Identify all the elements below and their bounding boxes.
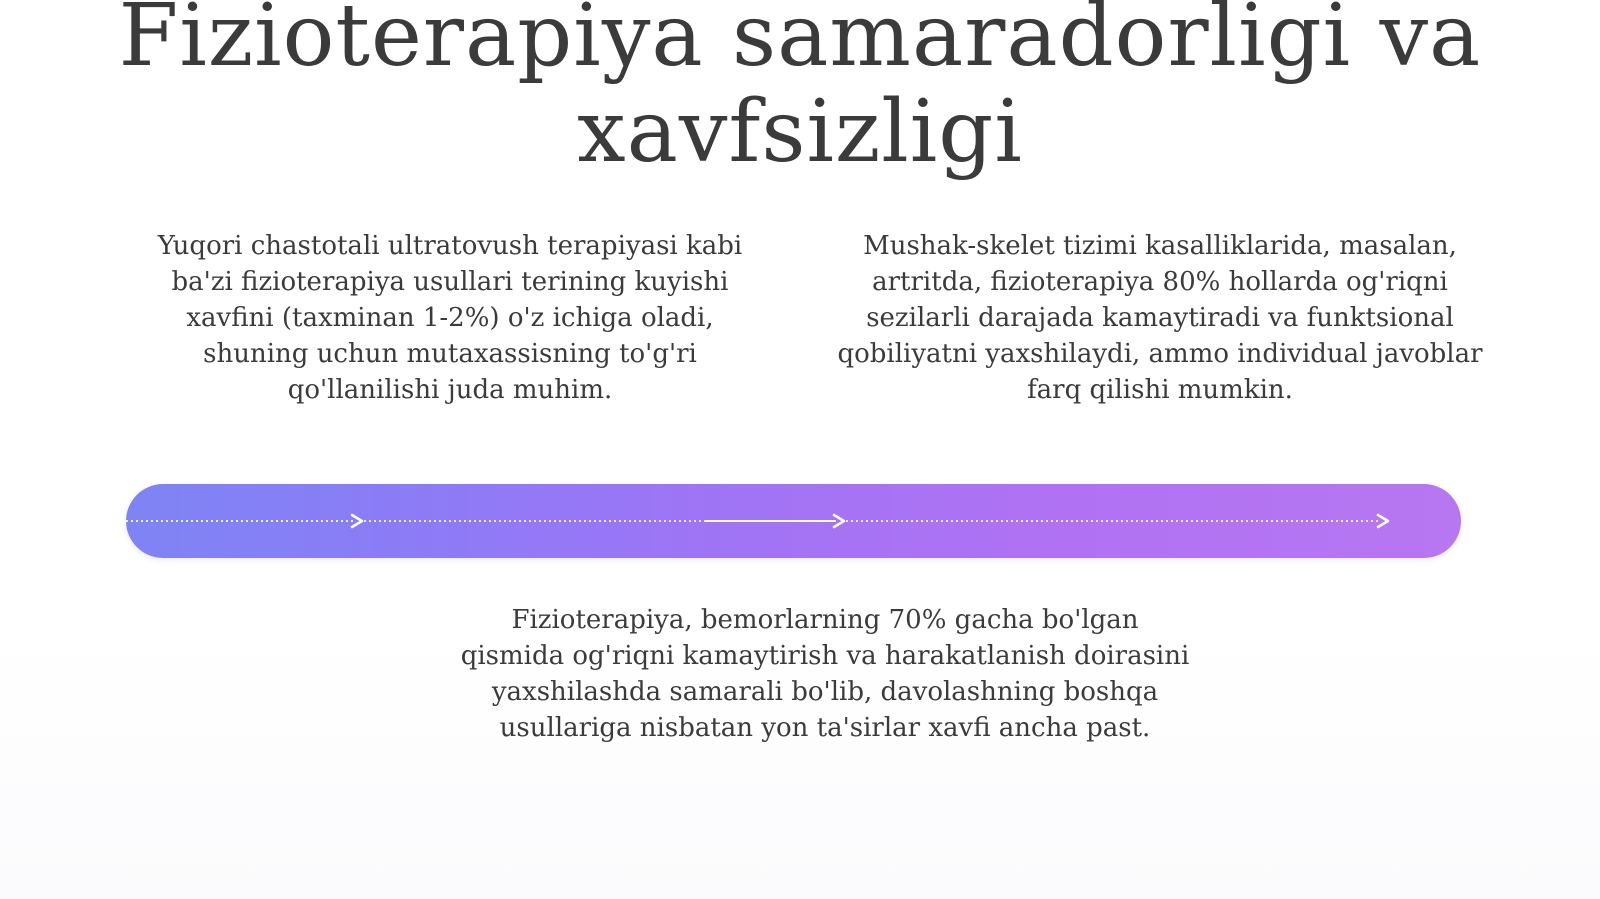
slide-title: Fizioterapiya samaradorligi va xavfsizligi (118, 0, 1482, 182)
timeline-bar (126, 484, 1461, 558)
timeline-arrows (126, 484, 1461, 558)
arrow-right-icon (1378, 515, 1388, 527)
paragraph-left: Yuqori chastotali ultratovush terapiyasi kabi ba'zi fizioterapiya usullari terining kuyishi xavfini (taxminan 1-2%) o'z ichiga oladi, shuning uchun mutaxassisning to'g'ri qo'llanilishi juda muhim. (157, 231, 743, 405)
paragraph-right: Mushak-skelet tizimi kasalliklarida, masalan, artritda, fizioterapiya 80% hollarda og'riqni sezilarli darajada kamaytiradi va funktsional qobiliyatni yaxshilaydi, ammo individual javoblar farq qilishi mumkin. (837, 231, 1483, 405)
arrow-right-icon (352, 515, 362, 527)
paragraph-bottom: Fizioterapiya, bemorlarning 70% gacha bo'lgan qismida og'riqni kamaytirish va harakatlanish doirasini yaxshilashda samarali bo'lib, davolashning boshqa usullariga nisbatan yon ta'sirlar xavfi ancha past. (460, 605, 1190, 743)
